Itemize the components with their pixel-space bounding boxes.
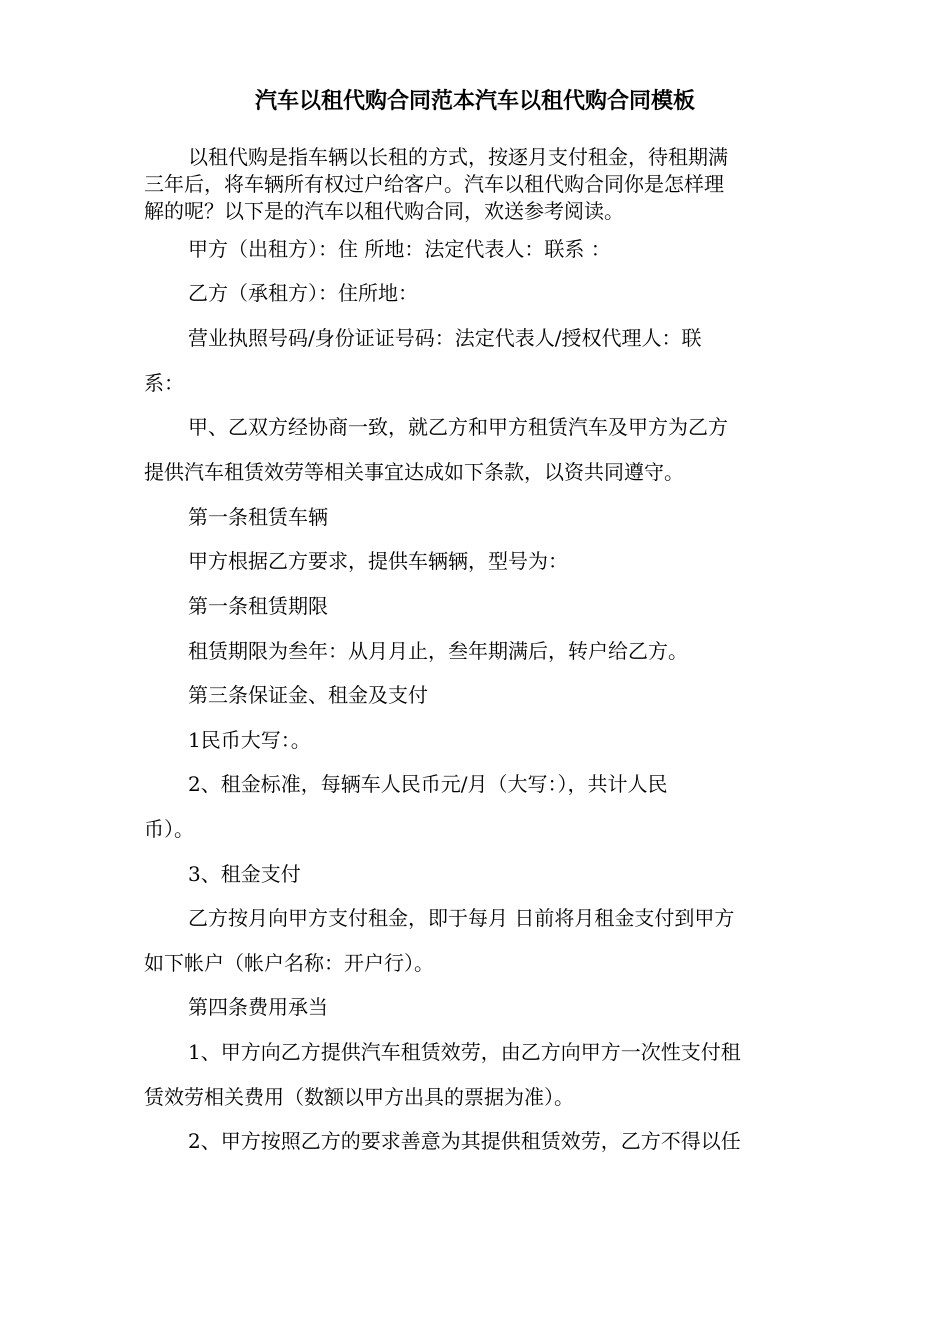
intro-line-3: 解的呢？以下是的汽车以租代购合同，欢送参考阅读。 (144, 199, 624, 223)
document-title: 汽车以租代购合同范本汽车以租代购合同模板 (254, 89, 695, 114)
article-4-item-1-line-2: 赁效劳相关费用（数额以甲方出具的票据为准）。 (144, 1085, 574, 1109)
license-line-2: 系： (144, 371, 184, 395)
article-3-heading: 第三条保证金、租金及支付 (188, 683, 428, 707)
party-a-line: 甲方（出租方）：住 所地：法定代表人：联系 ： (188, 237, 611, 261)
article-4-item-1-line-1: 1、甲方向乙方提供汽车租赁效劳，由乙方向甲方一次性支付租 (188, 1040, 741, 1064)
intro-line-2: 三年后，将车辆所有权过户给客户。汽车以租代购合同你是怎样理 (144, 172, 724, 196)
agreement-line-2: 提供汽车租赁效劳等相关事宜达成如下条款，以资共同遵守。 (144, 460, 684, 484)
article-3-item-2-line-2: 币）。 (144, 817, 194, 841)
license-line-1: 营业执照号码/身份证证号码：法定代表人/授权代理人：联 (188, 326, 702, 350)
article-1-heading: 第一条租赁车辆 (188, 505, 328, 529)
article-3-payment-line-1: 乙方按月向甲方支付租金，即于每月 日前将月租金支付到甲方 (188, 906, 735, 930)
article-2-heading: 第一条租赁期限 (188, 594, 328, 618)
article-1-body: 甲方根据乙方要求，提供车辆辆，型号为： (188, 549, 568, 573)
article-3-item-1: 1民币大写：。 (188, 728, 311, 752)
agreement-line-1: 甲、乙双方经协商一致，就乙方和甲方租赁汽车及甲方为乙方 (188, 415, 728, 439)
party-b-line: 乙方（承租方）：住所地： (188, 281, 418, 305)
article-4-item-2-line-1: 2、甲方按照乙方的要求善意为其提供租赁效劳，乙方不得以任 (188, 1129, 741, 1153)
intro-line-1: 以租代购是指车辆以长租的方式，按逐月支付租金，待租期满 (188, 145, 728, 169)
article-3-item-3: 3、租金支付 (188, 862, 301, 886)
article-3-item-2-line-1: 2、租金标准，每辆车人民币元/月（大写：），共计人民 (188, 772, 668, 796)
article-3-payment-line-2: 如下帐户（帐户名称：开户行）。 (144, 951, 434, 975)
article-4-heading: 第四条费用承当 (188, 995, 328, 1019)
article-2-body: 租赁期限为叁年：从月月止，叁年期满后，转户给乙方。 (188, 639, 688, 663)
